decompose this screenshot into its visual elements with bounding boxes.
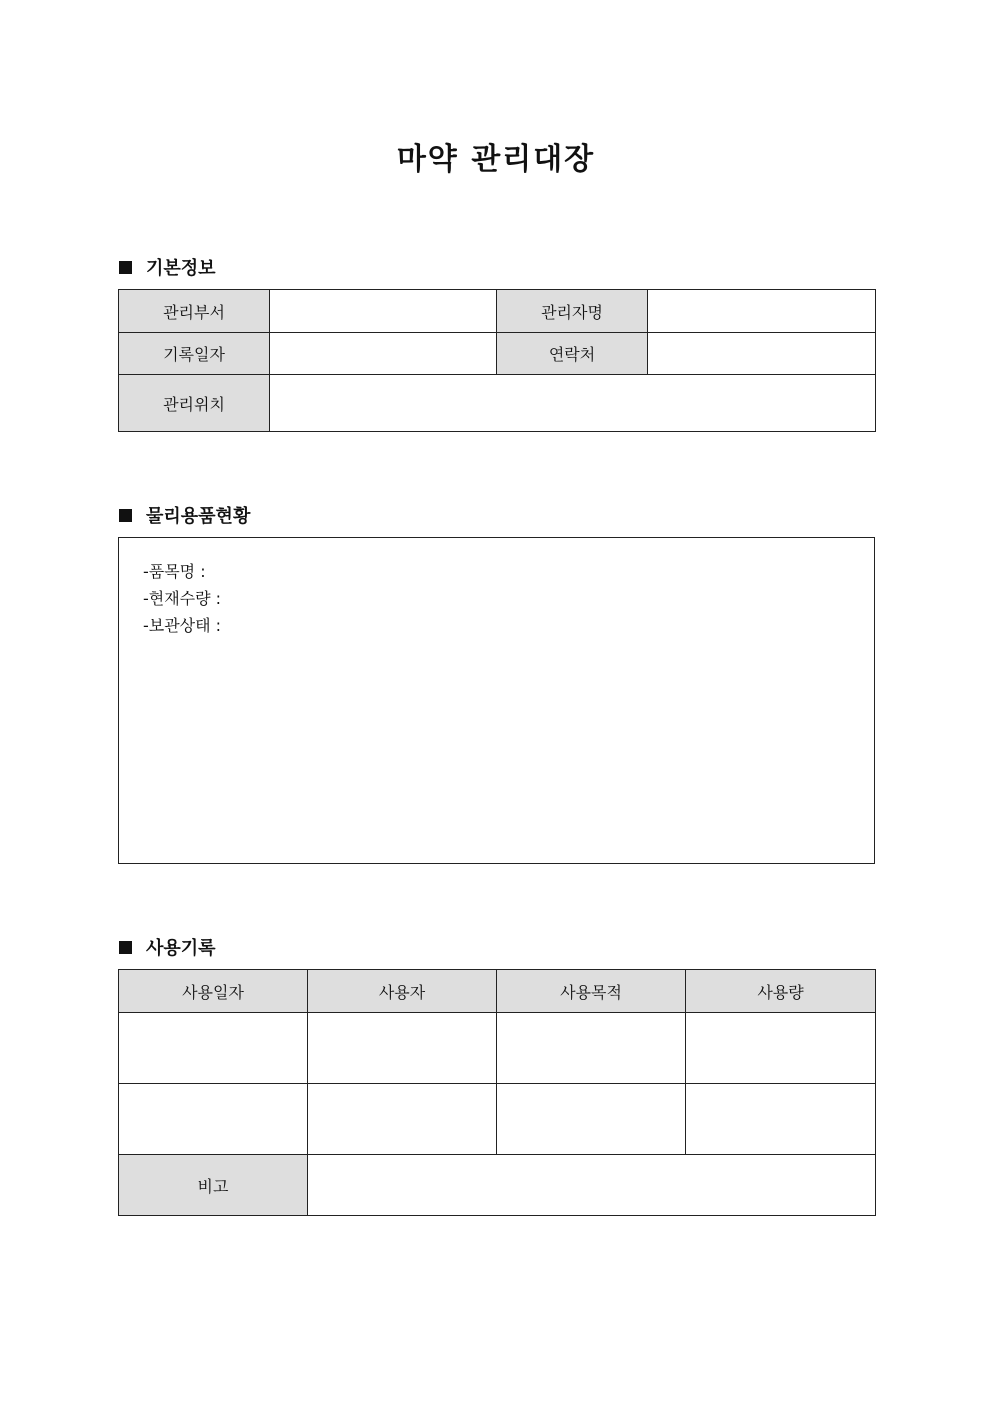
manager-field[interactable]	[648, 290, 876, 333]
square-bullet-icon	[119, 509, 132, 522]
user-cell[interactable]	[308, 1084, 497, 1155]
column-header-user: 사용자	[308, 970, 497, 1013]
square-bullet-icon	[119, 941, 132, 954]
basic-info-heading-text: 기본정보	[146, 258, 216, 279]
column-header-usage-date: 사용일자	[119, 970, 308, 1013]
usage-log-heading-text: 사용기록	[146, 938, 216, 959]
current-quantity-line: -현재수량 :	[143, 589, 222, 608]
column-header-amount: 사용량	[686, 970, 876, 1013]
department-field[interactable]	[270, 290, 497, 333]
item-status-box[interactable]	[118, 537, 875, 864]
purpose-cell[interactable]	[497, 1013, 686, 1084]
usage-log-heading	[119, 934, 216, 960]
amount-cell[interactable]	[686, 1084, 876, 1155]
amount-cell[interactable]	[686, 1013, 876, 1084]
manager-label: 관리자명	[497, 290, 648, 333]
contact-label: 연락처	[497, 333, 648, 375]
storage-condition-line: -보관상태 :	[143, 616, 222, 635]
record-date-field[interactable]	[270, 333, 497, 375]
remarks-label: 비고	[119, 1155, 308, 1216]
remarks-field[interactable]	[308, 1155, 876, 1216]
department-label: 관리부서	[119, 290, 270, 333]
column-header-purpose: 사용목적	[497, 970, 686, 1013]
contact-field[interactable]	[648, 333, 876, 375]
usage-date-cell[interactable]	[119, 1013, 308, 1084]
location-label: 관리위치	[119, 375, 270, 432]
record-date-label: 기록일자	[119, 333, 270, 375]
purpose-cell[interactable]	[497, 1084, 686, 1155]
item-name-line: -품목명 :	[143, 562, 206, 581]
usage-date-cell[interactable]	[119, 1084, 308, 1155]
table-row	[119, 1013, 876, 1084]
user-cell[interactable]	[308, 1013, 497, 1084]
usage-log-table	[118, 969, 876, 1216]
item-status-heading-text: 물리용품현황	[146, 506, 251, 527]
table-row	[119, 1084, 876, 1155]
page-title: 마약 관리대장	[396, 142, 596, 177]
item-status-heading	[119, 502, 250, 528]
basic-info-heading	[119, 254, 216, 280]
square-bullet-icon	[119, 261, 132, 274]
location-field[interactable]	[270, 375, 876, 432]
basic-info-table	[118, 289, 876, 432]
